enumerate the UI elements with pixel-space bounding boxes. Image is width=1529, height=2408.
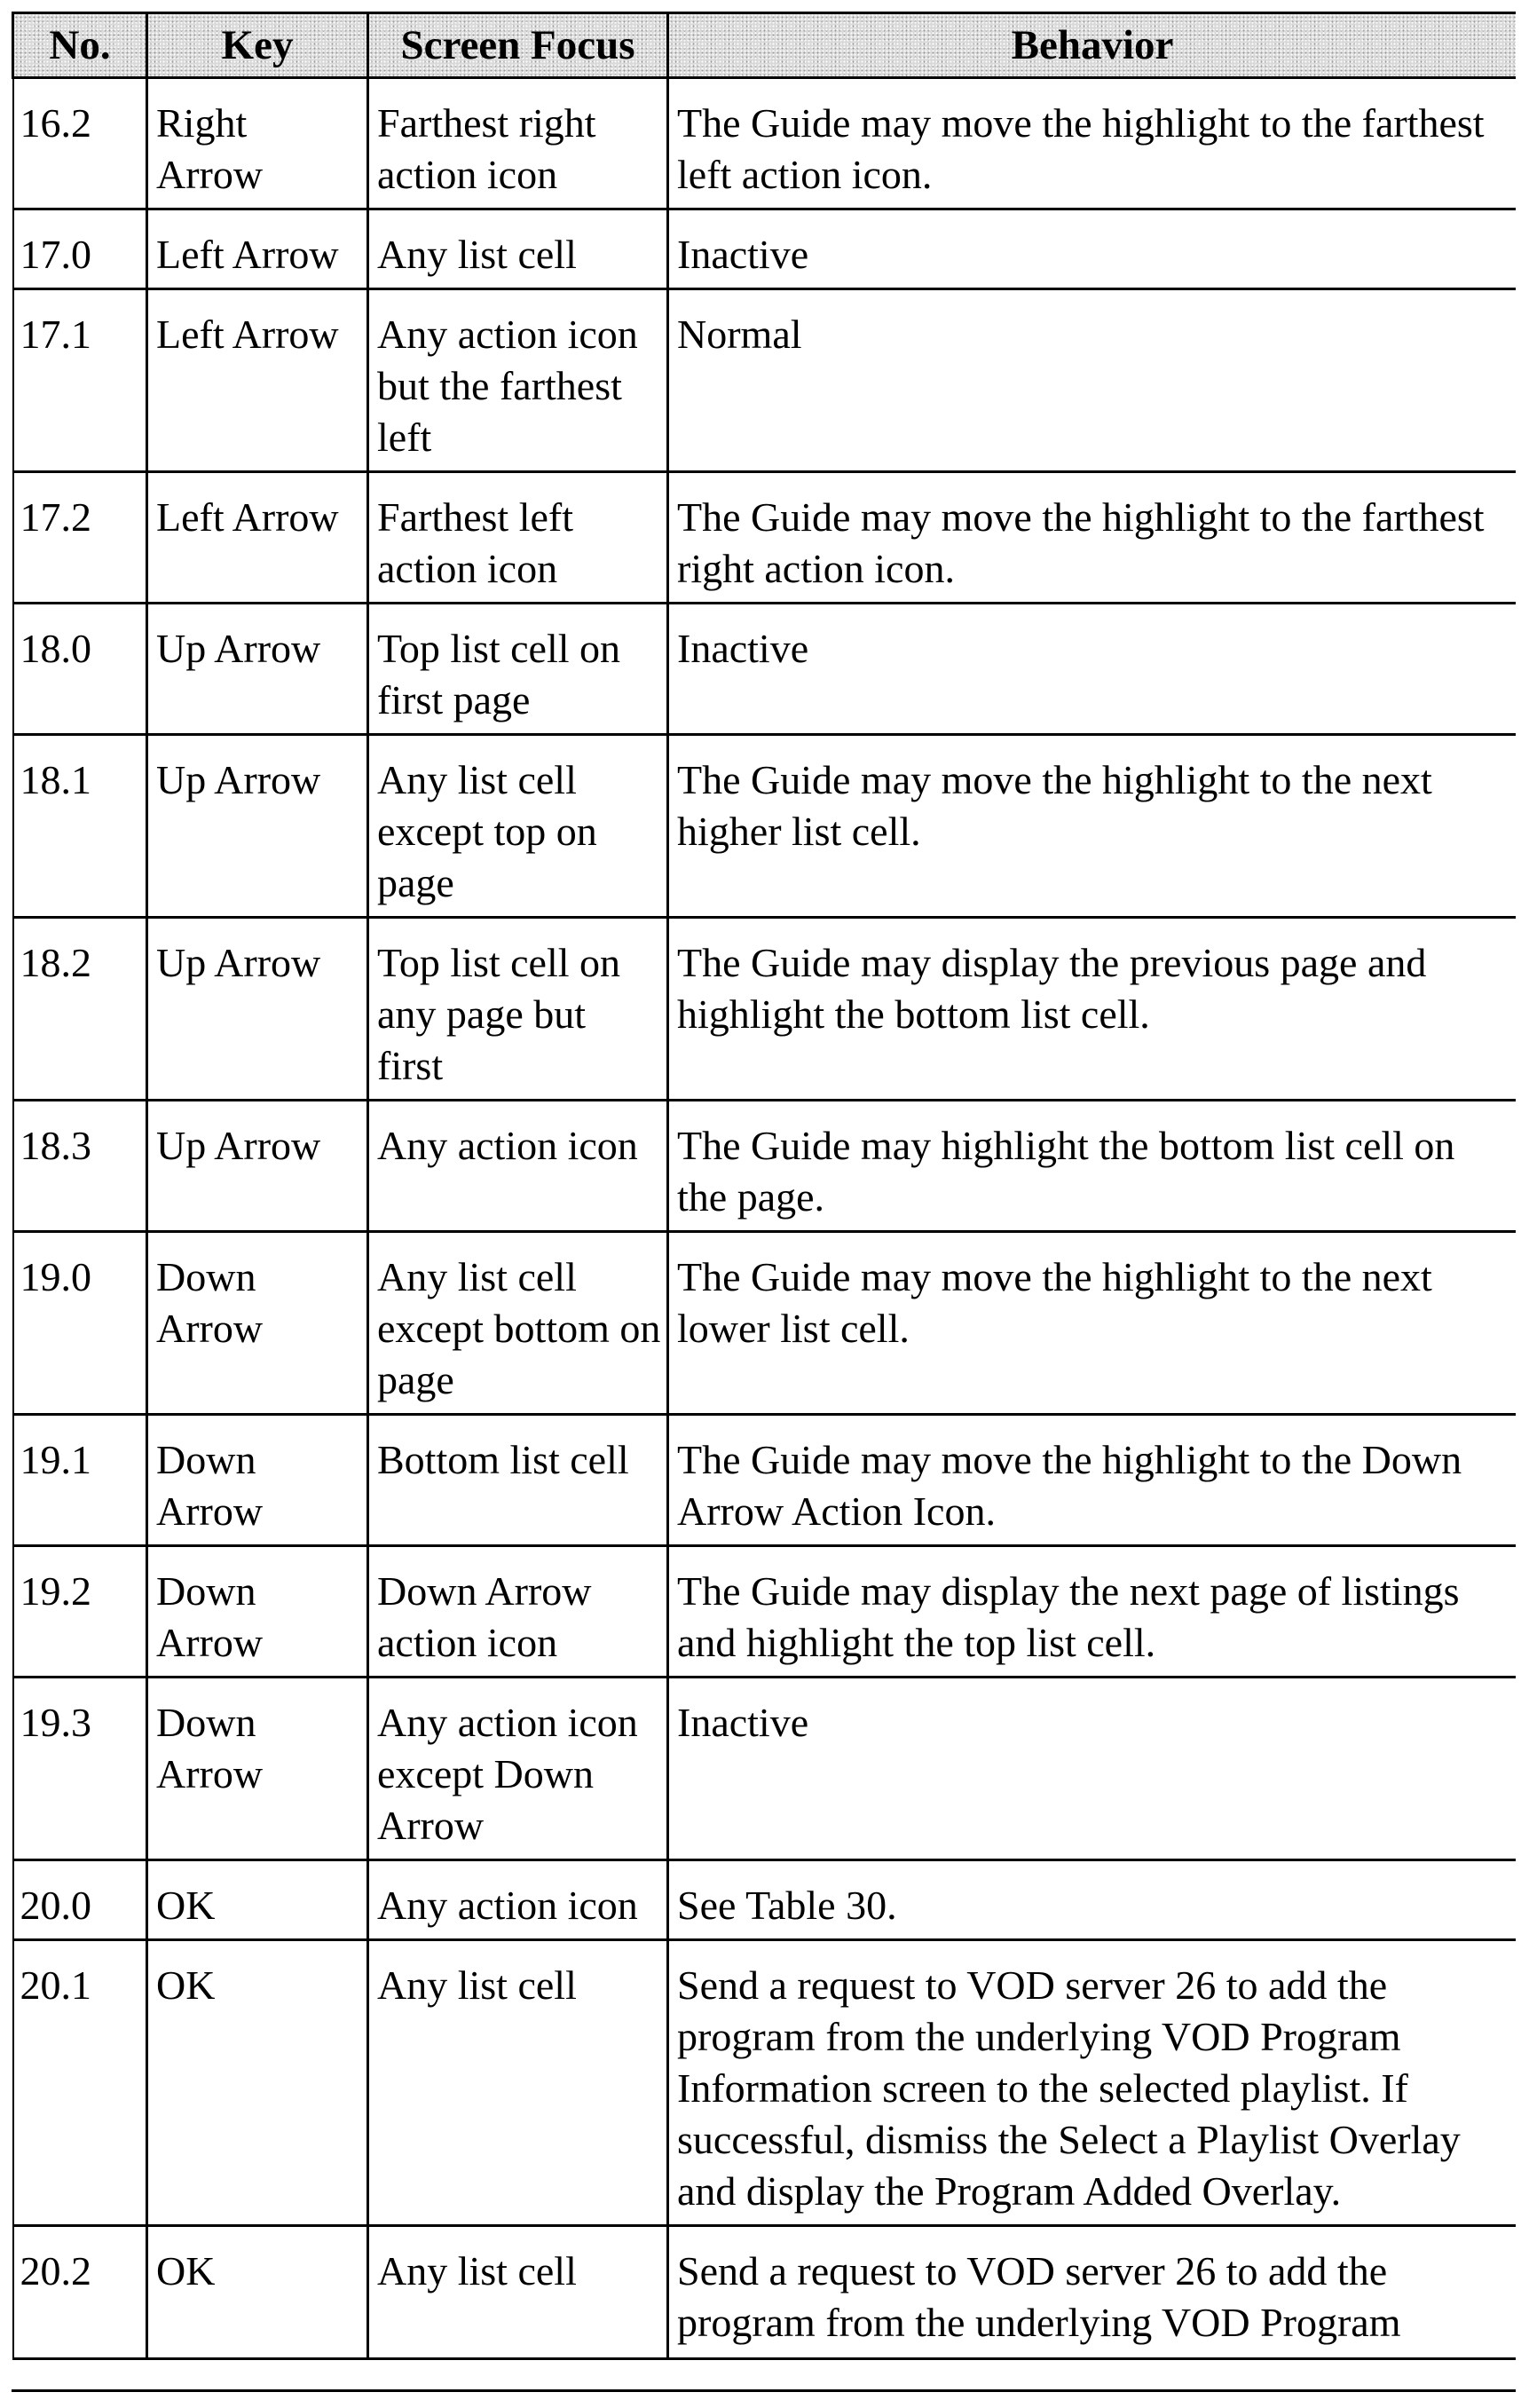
- cell-no: 19.3: [13, 1678, 147, 1860]
- cell-screen-focus: Any action icon: [368, 1101, 668, 1232]
- table-row: [13, 472, 1517, 604]
- cell-screen-focus: Down Arrow action icon: [368, 1546, 668, 1678]
- cell-screen-focus: Any action icon except Down Arrow: [368, 1678, 668, 1860]
- cell-key: Right Arrow: [147, 78, 368, 209]
- cell-key: Down Arrow: [147, 1546, 368, 1678]
- table-row: [13, 1678, 1517, 1860]
- cell-no: 20.1: [13, 1940, 147, 2226]
- cell-no: 17.1: [13, 289, 147, 472]
- cell-behavior: Send a request to VOD server 26 to add the program from the underlying VOD Program Information screen to the selected playlist. If successful, dismiss the Select a Playlist Overlay and display the Program Added Overlay.: [668, 1940, 1517, 2226]
- cell-no: 18.3: [13, 1101, 147, 1232]
- cell-key: OK: [147, 1860, 368, 1940]
- table-row: [13, 1860, 1517, 1940]
- cell-screen-focus: Any list cell: [368, 2226, 668, 2359]
- cell-behavior: The Guide may highlight the bottom list cell on the page.: [668, 1101, 1517, 1232]
- cell-screen-focus: Any list cell except top on page: [368, 735, 668, 918]
- cell-behavior: Send a request to VOD server 26 to add the program from the underlying VOD Program: [668, 2226, 1517, 2359]
- table-row: [13, 1101, 1517, 1232]
- header-behavior: Behavior: [668, 13, 1517, 78]
- table-row: [13, 735, 1517, 918]
- cell-behavior: The Guide may move the highlight to the farthest right action icon.: [668, 472, 1517, 604]
- cell-screen-focus: Bottom list cell: [368, 1415, 668, 1546]
- cell-screen-focus: Any action icon but the farthest left: [368, 289, 668, 472]
- header-screen-focus: Screen Focus: [368, 13, 668, 78]
- cell-screen-focus: Any list cell except bottom on page: [368, 1232, 668, 1415]
- cell-no: 16.2: [13, 78, 147, 209]
- cell-key: Left Arrow: [147, 472, 368, 604]
- table-row: [13, 209, 1517, 289]
- cell-screen-focus: Top list cell on first page: [368, 604, 668, 735]
- cell-behavior: Normal: [668, 289, 1517, 472]
- cell-no: 18.1: [13, 735, 147, 918]
- cell-key: OK: [147, 2226, 368, 2359]
- cell-no: 20.2: [13, 2226, 147, 2359]
- cell-screen-focus: Any action icon: [368, 1860, 668, 1940]
- cell-no: 19.0: [13, 1232, 147, 1415]
- cell-no: 18.2: [13, 918, 147, 1101]
- table-row: [13, 1546, 1517, 1678]
- cell-behavior: The Guide may move the highlight to the next higher list cell.: [668, 735, 1517, 918]
- table-header: [13, 13, 1517, 78]
- header-row: [13, 13, 1517, 78]
- table-row: [13, 1415, 1517, 1546]
- cell-key: Up Arrow: [147, 604, 368, 735]
- cell-no: 20.0: [13, 1860, 147, 1940]
- cell-key: OK: [147, 1940, 368, 2226]
- table-row: [13, 289, 1517, 472]
- key-behavior-table-container: [12, 12, 1516, 2392]
- cell-screen-focus: Any list cell: [368, 209, 668, 289]
- table-row: [13, 2226, 1517, 2359]
- table-row: [13, 918, 1517, 1101]
- cell-behavior: Inactive: [668, 209, 1517, 289]
- cell-no: 19.2: [13, 1546, 147, 1678]
- cell-behavior: The Guide may move the highlight to the farthest left action icon.: [668, 78, 1517, 209]
- cell-behavior: The Guide may display the next page of listings and highlight the top list cell.: [668, 1546, 1517, 1678]
- cell-screen-focus: Top list cell on any page but first: [368, 918, 668, 1101]
- cell-key: Up Arrow: [147, 918, 368, 1101]
- cell-no: 17.2: [13, 472, 147, 604]
- table-row: [13, 78, 1517, 209]
- cell-behavior: The Guide may move the highlight to the Down Arrow Action Icon.: [668, 1415, 1517, 1546]
- table-row: [13, 604, 1517, 735]
- cell-no: 19.1: [13, 1415, 147, 1546]
- key-behavior-table: [12, 12, 1516, 2360]
- table-row: [13, 1940, 1517, 2226]
- cell-key: Down Arrow: [147, 1232, 368, 1415]
- cell-key: Left Arrow: [147, 209, 368, 289]
- cell-behavior: Inactive: [668, 604, 1517, 735]
- header-no: No.: [13, 13, 147, 78]
- cell-behavior: See Table 30.: [668, 1860, 1517, 1940]
- cell-key: Up Arrow: [147, 735, 368, 918]
- cell-key: Down Arrow: [147, 1415, 368, 1546]
- cell-key: Left Arrow: [147, 289, 368, 472]
- header-key: Key: [147, 13, 368, 78]
- table-body: [13, 78, 1517, 2359]
- cell-screen-focus: Any list cell: [368, 1940, 668, 2226]
- cell-screen-focus: Farthest left action icon: [368, 472, 668, 604]
- table-row: [13, 1232, 1517, 1415]
- cell-key: Down Arrow: [147, 1678, 368, 1860]
- cell-key: Up Arrow: [147, 1101, 368, 1232]
- cell-behavior: The Guide may move the highlight to the next lower list cell.: [668, 1232, 1517, 1415]
- cell-no: 18.0: [13, 604, 147, 735]
- cell-no: 17.0: [13, 209, 147, 289]
- cell-behavior: The Guide may display the previous page and highlight the bottom list cell.: [668, 918, 1517, 1101]
- cell-screen-focus: Farthest right action icon: [368, 78, 668, 209]
- cell-behavior: Inactive: [668, 1678, 1517, 1860]
